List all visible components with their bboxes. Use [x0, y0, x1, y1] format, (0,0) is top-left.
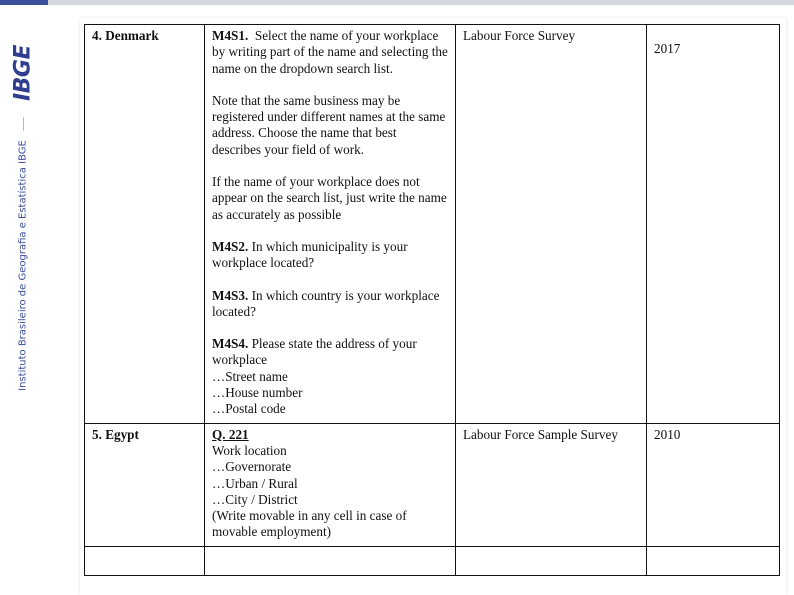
survey-name: Labour Force Sample Survey	[463, 426, 618, 442]
year-cell	[647, 25, 780, 424]
logo-divider	[23, 117, 24, 131]
question-m4s1	[212, 28, 448, 77]
survey-cell	[456, 423, 647, 546]
question-m4s4	[212, 336, 448, 417]
country-label: 4. Denmark	[92, 28, 159, 43]
question-m4s3	[212, 288, 448, 321]
question-line: …City / District	[212, 491, 298, 507]
question-text: In which country is your workplace located?	[212, 287, 440, 319]
address-item: …Street name	[212, 368, 288, 384]
org-short-name: IBGE	[17, 140, 29, 164]
country-cell	[85, 25, 205, 424]
ibge-logo: IBGE	[10, 44, 36, 102]
year-cell	[647, 546, 780, 575]
address-item: …House number	[212, 385, 303, 401]
org-full-name: Instituto Brasileiro de Geografia e Estatística	[17, 167, 29, 391]
survey-cell	[456, 25, 647, 424]
year-value: 2010	[654, 426, 681, 442]
table-row-partial	[85, 546, 780, 575]
survey-cell	[456, 546, 647, 575]
table-row	[85, 25, 780, 424]
questions-cell	[205, 546, 456, 575]
document-page	[80, 18, 786, 595]
sidebar	[0, 5, 48, 595]
year-cell	[647, 423, 780, 546]
question-line: …Urban / Rural	[212, 475, 298, 491]
table-row	[85, 423, 780, 546]
question-line: Work location	[212, 442, 287, 458]
question-line: …Governorate	[212, 459, 292, 475]
survey-table	[84, 24, 780, 576]
questions-cell	[205, 25, 456, 424]
country-cell	[85, 423, 205, 546]
question-code: Q. 221	[212, 426, 249, 442]
top-bar	[0, 0, 794, 5]
question-code: M4S3.	[212, 287, 249, 303]
question-text: In which municipality is your workplace located?	[212, 238, 408, 271]
question-line: (Write movable in any cell in case of movable employment)	[212, 508, 407, 540]
question-text: Please state the address of your workplace	[212, 336, 417, 368]
question-code: M4S4.	[212, 336, 249, 352]
questions-cell	[205, 423, 456, 546]
question-note: Note that the same business may be registered under different names at the same address. Choose the name that best describes your field of work.	[212, 92, 446, 157]
country-cell	[85, 546, 205, 575]
question-m4s2	[212, 239, 448, 272]
question-instruction: If the name of your workplace does not appear on the search list, just write the name as accurately as possible	[212, 174, 447, 222]
address-item: …Postal code	[212, 401, 286, 417]
question-code: M4S1.	[212, 28, 249, 43]
survey-name: Labour Force Survey	[463, 28, 576, 43]
question-text: Select the name of your workplace by writing part of the name and selecting the name on the dropdown search list.	[212, 28, 448, 76]
question-code: M4S2.	[212, 238, 249, 254]
country-label: 5. Egypt	[92, 426, 139, 442]
year-value: 2017	[654, 41, 681, 56]
